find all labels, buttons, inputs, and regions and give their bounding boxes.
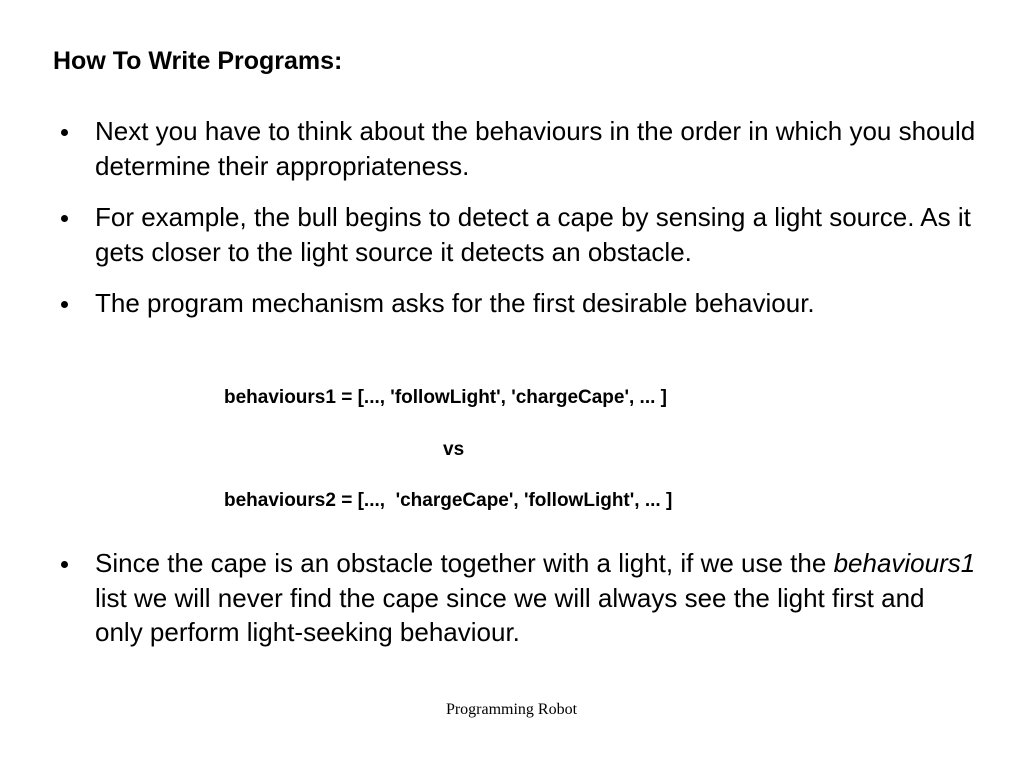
slide-title: How To Write Programs:	[53, 47, 343, 75]
code-line-vs: vs	[443, 439, 465, 460]
code-line-behaviours1: behaviours1 = [..., 'followLight', 'chargeCape', ... ]	[224, 387, 668, 408]
bullet-item	[59, 114, 979, 183]
bullet-text	[95, 548, 975, 647]
bullet-text-after: list we will never find the cape since we will always see the light first and only perform light-seeking behaviour.	[95, 582, 925, 647]
bullet-item	[59, 286, 979, 321]
bullet-text: For example, the bull begins to detect a cape by sensing a light source. As it gets closer to the light source it detects an obstacle.	[95, 202, 971, 267]
bullet-list-bottom	[59, 546, 979, 667]
bullet-dot-icon	[61, 215, 68, 222]
bullet-text-before: Since the cape is an obstacle together with a light, if we use the	[95, 548, 834, 578]
bullet-text-emphasis: behaviours1	[833, 548, 976, 578]
bullet-item	[59, 546, 979, 650]
bullet-text: The program mechanism asks for the first desirable behaviour.	[95, 288, 815, 318]
bullet-text: Next you have to think about the behaviours in the order in which you should determine their appropriateness.	[95, 116, 976, 181]
bullet-list	[59, 114, 979, 338]
bullet-dot-icon	[61, 301, 68, 308]
bullet-item	[59, 200, 979, 269]
bullet-dot-icon	[61, 129, 68, 136]
slide-footer: Programming Robot	[445, 701, 578, 718]
bullet-dot-icon	[61, 561, 68, 568]
code-line-behaviours2: behaviours2 = [..., 'chargeCape', 'followLight', ... ]	[224, 490, 673, 511]
